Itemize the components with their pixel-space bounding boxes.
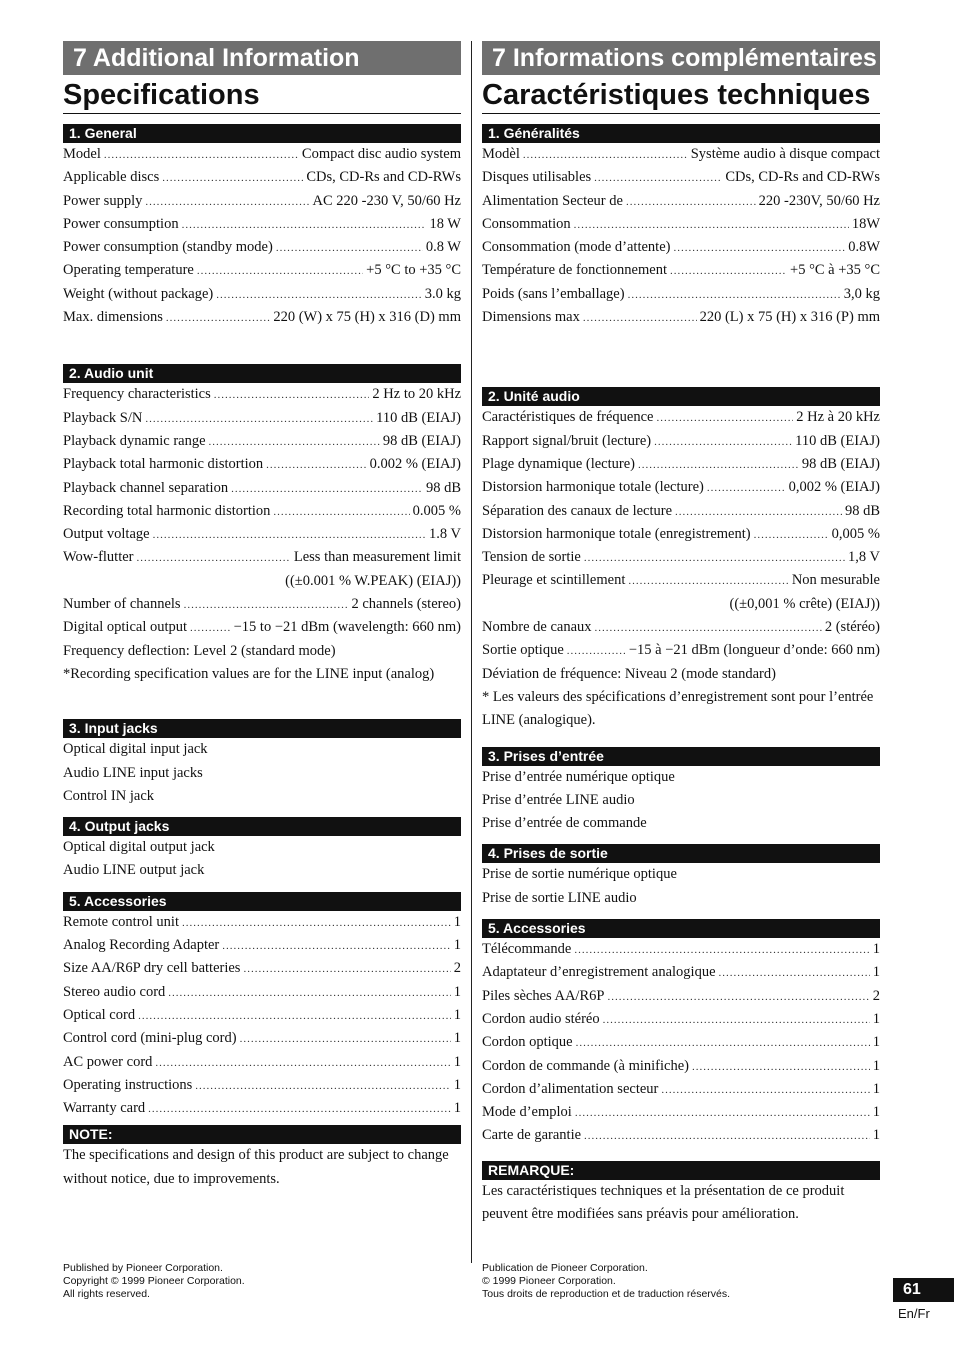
note-text: The specifications and design of this product are subject to change without notice, due to improvements.	[63, 1147, 449, 1187]
spec-row	[63, 911, 461, 934]
language-tag: En/Fr	[898, 1306, 930, 1321]
dot-leader	[607, 986, 869, 1008]
spec-label: Consommation	[482, 215, 571, 232]
spec-row	[482, 453, 880, 476]
list-item: Prise d’entrée de commande	[482, 815, 647, 832]
wow-flutter-note: ((±0.001 % W.PEAK) (EIAJ))	[285, 572, 461, 589]
dot-leader	[673, 237, 845, 259]
spec-value: 0,002 % (EIAJ)	[788, 479, 880, 496]
dot-leader	[222, 935, 451, 957]
spec-row	[63, 1027, 461, 1050]
publisher-footer-en	[63, 1262, 245, 1301]
section-heading: 5. Accessories	[482, 919, 880, 938]
section-heading: 4. Output jacks	[63, 817, 461, 836]
dot-leader	[576, 1032, 870, 1054]
spec-value: Compact disc audio system	[301, 146, 461, 162]
spec-value: Less than measurement limit	[293, 549, 461, 566]
spec-value: 220 (W) x 75 (H) x 316 (D) mm	[273, 309, 461, 326]
spec-value: 0,005 %	[831, 525, 880, 542]
spec-label: Playback channel separation	[63, 479, 229, 496]
spec-row	[482, 1055, 880, 1078]
footer-line: Tous droits de reproduction et de traduction réservés.	[482, 1288, 731, 1300]
spec-value: 1	[872, 941, 880, 958]
dot-leader	[182, 912, 451, 934]
spec-label: Power consumption	[63, 215, 179, 232]
spec-value: 1	[453, 983, 461, 1000]
spec-row	[63, 383, 461, 406]
spec-label: Size AA/R6P dry cell batteries	[63, 960, 241, 977]
spec-value: 2	[453, 960, 461, 977]
list-item: Control IN jack	[63, 787, 155, 804]
spec-row	[63, 143, 461, 166]
spec-value: 1	[872, 1057, 880, 1074]
spec-row	[482, 430, 880, 453]
dot-leader	[626, 191, 756, 213]
spec-label: Sortie optique	[482, 642, 564, 659]
spec-value: 18W	[851, 215, 880, 232]
spec-row	[482, 236, 880, 259]
frequency-deflection: Déviation de fréquence: Niveau 2 (mode standard)	[482, 665, 776, 682]
spec-row	[63, 283, 461, 306]
spec-value: 18 W	[429, 215, 461, 232]
spec-value: −15 à −21 dBm (longueur d’onde: 660 nm)	[628, 642, 880, 659]
spec-value: 220 (L) x 75 (H) x 316 (P) mm	[699, 309, 880, 326]
dot-leader	[657, 407, 794, 429]
spec-label: Rapport signal/bruit (lecture)	[482, 432, 652, 449]
spec-row	[482, 616, 880, 639]
spec-value: 2 channels (stereo)	[351, 596, 461, 613]
dot-leader	[145, 191, 309, 213]
dot-leader	[195, 1075, 450, 1097]
spec-row	[63, 190, 461, 213]
spec-row	[482, 1008, 880, 1031]
spec-row	[482, 283, 880, 306]
list-item: Prise de sortie numérique optique	[482, 866, 677, 883]
spec-row	[63, 981, 461, 1004]
dot-leader	[594, 167, 722, 189]
spec-value: 1	[872, 1010, 880, 1027]
list-item: Prise de sortie LINE audio	[482, 889, 637, 906]
spec-value: 1	[872, 1127, 880, 1144]
dot-leader	[209, 431, 380, 453]
dot-leader	[138, 1005, 451, 1027]
spec-row	[482, 476, 880, 499]
spec-value: −15 to −21 dBm (wavelength: 660 nm)	[233, 619, 461, 636]
spec-value: 1	[453, 1030, 461, 1047]
section-heading: 1. General	[63, 124, 461, 143]
spec-row	[482, 406, 880, 429]
spec-value: 98 dB (EIAJ)	[801, 455, 880, 472]
dot-leader	[583, 307, 697, 329]
output-jacks-section	[482, 844, 880, 910]
dot-leader	[155, 1052, 450, 1074]
spec-label: Warranty card	[63, 1100, 146, 1117]
spec-row	[482, 306, 880, 329]
dot-leader	[603, 1009, 870, 1031]
input-jacks-section	[482, 747, 880, 836]
list-item: Audio LINE input jacks	[63, 764, 203, 781]
spec-label: Distorsion harmonique totale (enregistrement)	[482, 525, 751, 542]
section-heading: 3. Input jacks	[63, 719, 461, 738]
dot-leader	[197, 260, 363, 282]
list-item: Optical digital input jack	[63, 741, 208, 758]
spec-label: Digital optical output	[63, 619, 188, 636]
spec-value: 1	[453, 937, 461, 954]
dot-leader	[628, 284, 841, 306]
spec-value: 3.0 kg	[424, 285, 461, 302]
dot-leader	[184, 594, 349, 616]
spec-row	[482, 1078, 880, 1101]
audio-section	[63, 364, 461, 686]
general-section	[482, 124, 880, 329]
spec-value: 2 Hz à 20 kHz	[796, 409, 880, 426]
spec-value: Système audio à disque compact	[690, 146, 880, 162]
spec-label: Applicable discs	[63, 169, 160, 186]
spec-row	[482, 1031, 880, 1054]
note-section	[63, 1125, 461, 1191]
spec-label: Playback total harmonic distortion	[63, 456, 264, 473]
spec-label: Operating temperature	[63, 262, 194, 279]
spec-label: Consommation (mode d’attente)	[482, 239, 671, 256]
spec-label: Mode d’emploi	[482, 1104, 572, 1121]
column-divider	[471, 41, 472, 1263]
dot-leader	[153, 524, 426, 546]
accessories-section	[63, 892, 461, 1121]
spec-label: Power consumption (standby mode)	[63, 239, 273, 256]
spec-value: 0.002 % (EIAJ)	[369, 456, 461, 473]
spec-row	[482, 143, 880, 166]
spec-label: Caractéristiques de fréquence	[482, 409, 654, 426]
spec-label: Carte de garantie	[482, 1127, 582, 1144]
spec-value: +5 °C to +35 °C	[366, 262, 461, 279]
section-heading: 2. Audio unit	[63, 364, 461, 383]
spec-value: 0.8W	[848, 239, 880, 256]
spec-value: AC 220 -230 V, 50/60 Hz	[312, 192, 461, 209]
wow-flutter-note: ((±0,001 % crête) (EIAJ))	[729, 595, 880, 612]
spec-label: Frequency characteristics	[63, 386, 211, 403]
french-column	[482, 41, 880, 1226]
spec-value: 2 Hz to 20 kHz	[372, 386, 461, 403]
spec-value: 98 dB	[844, 502, 880, 519]
spec-row	[482, 190, 880, 213]
dot-leader	[168, 982, 450, 1004]
spec-value: 3,0 kg	[843, 285, 880, 302]
spec-label: Playback dynamic range	[63, 432, 206, 449]
spec-row	[482, 500, 880, 523]
spec-row	[482, 166, 880, 189]
section-heading: 4. Prises de sortie	[482, 844, 880, 863]
spec-value: 110 dB (EIAJ)	[795, 432, 880, 449]
spec-label: Model	[63, 146, 101, 162]
spec-value: 1	[453, 1100, 461, 1117]
dot-leader	[145, 408, 373, 430]
dot-leader	[276, 237, 423, 259]
dot-leader	[243, 958, 450, 980]
spec-row	[482, 259, 880, 282]
dot-leader	[273, 501, 409, 523]
dot-leader	[137, 547, 291, 569]
spec-label: Télécommande	[482, 941, 572, 958]
dot-leader	[638, 454, 799, 476]
spec-row	[63, 1051, 461, 1074]
spec-row	[482, 1101, 880, 1124]
spec-value: 1,8 V	[848, 549, 880, 566]
spec-label: Température de fonctionnement	[482, 262, 667, 279]
dot-leader	[190, 617, 231, 639]
spec-value: 1	[872, 964, 880, 981]
spec-label: Power supply	[63, 192, 143, 209]
spec-value: 110 dB (EIAJ)	[376, 409, 461, 426]
frequency-deflection: Frequency deflection: Level 2 (standard mode)	[63, 642, 336, 659]
spec-row	[482, 569, 880, 592]
dot-leader	[584, 547, 845, 569]
spec-row	[63, 453, 461, 476]
section-heading: 2. Unité audio	[482, 387, 880, 406]
spec-label: Recording total harmonic distortion	[63, 502, 271, 519]
spec-value: 2	[872, 987, 880, 1004]
spec-row	[63, 306, 461, 329]
dot-leader	[523, 144, 688, 166]
dot-leader	[182, 214, 427, 236]
dot-leader	[584, 1125, 870, 1147]
spec-value: 0.8 W	[425, 239, 461, 256]
spec-row	[482, 985, 880, 1008]
spec-value: CDs, CD-Rs and CD-RWs	[306, 169, 461, 186]
spec-label: Cordon optique	[482, 1034, 573, 1051]
spec-label: Tension de sortie	[482, 549, 581, 566]
spec-row	[482, 938, 880, 961]
note-heading: REMARQUE:	[482, 1161, 880, 1180]
footer-line: Published by Pioneer Corporation.	[63, 1262, 223, 1274]
spec-row	[63, 259, 461, 282]
input-jacks-section	[63, 719, 461, 808]
spec-row	[482, 213, 880, 236]
spec-value: 1	[872, 1034, 880, 1051]
spec-value: 1	[453, 913, 461, 930]
spec-label: AC power cord	[63, 1053, 153, 1070]
spec-value: 1.8 V	[429, 526, 461, 543]
spec-value: 98 dB (EIAJ)	[382, 432, 461, 449]
dot-leader	[595, 617, 822, 639]
section-heading: 3. Prises d’entrée	[482, 747, 880, 766]
spec-row	[63, 593, 461, 616]
section-heading: 5. Accessories	[63, 892, 461, 911]
dot-leader	[574, 939, 869, 961]
chapter-heading: 7 Informations complémentaires	[482, 41, 880, 75]
dot-leader	[148, 1098, 451, 1120]
spec-row	[63, 1004, 461, 1027]
spec-value: 2 (stéréo)	[824, 619, 880, 636]
spec-label: Pleurage et scintillement	[482, 572, 626, 589]
spec-label: Dimensions max	[482, 309, 580, 326]
spec-value: Non mesurable	[791, 572, 880, 589]
dot-leader	[575, 1102, 870, 1124]
list-item: Audio LINE output jack	[63, 862, 205, 879]
spec-row	[63, 546, 461, 569]
spec-label: Poids (sans l’emballage)	[482, 285, 625, 302]
spec-row	[63, 236, 461, 259]
spec-row	[63, 523, 461, 546]
spec-label: Nombre de canaux	[482, 619, 592, 636]
dot-leader	[692, 1056, 870, 1078]
general-section	[63, 124, 461, 329]
spec-label: Plage dynamique (lecture)	[482, 455, 635, 472]
spec-value: 1	[872, 1080, 880, 1097]
spec-row	[482, 639, 880, 662]
spec-row	[63, 477, 461, 500]
spec-label: Cordon d’alimentation secteur	[482, 1080, 659, 1097]
spec-row	[63, 1097, 461, 1120]
dot-leader	[661, 1079, 869, 1101]
spec-value: 1	[453, 1006, 461, 1023]
spec-row	[482, 1124, 880, 1147]
spec-label: Disques utilisables	[482, 169, 592, 186]
spec-row	[63, 500, 461, 523]
page-number: 61	[893, 1278, 954, 1302]
publisher-footer-fr	[482, 1262, 730, 1301]
note-text: Les caractéristiques techniques et la présentation de ce produit peuvent être modifiées sans préavis pour amélioration.	[482, 1182, 845, 1222]
spec-row	[63, 616, 461, 639]
spec-label: Modèl	[482, 146, 520, 162]
spec-label: Stereo audio cord	[63, 983, 166, 1000]
spec-label: Adaptateur d’enregistrement analogique	[482, 964, 716, 981]
spec-label: Alimentation Secteur de	[482, 192, 623, 209]
spec-row	[63, 213, 461, 236]
footer-line: All rights reserved.	[63, 1288, 150, 1300]
spec-label: Séparation des canaux de lecture	[482, 502, 673, 519]
dot-leader	[719, 962, 870, 984]
list-item: Optical digital output jack	[63, 839, 215, 856]
dot-leader	[240, 1028, 451, 1050]
dot-leader	[162, 167, 303, 189]
dot-leader	[104, 144, 299, 166]
dot-leader	[216, 284, 422, 306]
spec-label: Remote control unit	[63, 913, 179, 930]
recording-note: *Recording specification values are for the LINE input (analog)	[63, 665, 435, 682]
dot-leader	[166, 307, 270, 329]
audio-section	[482, 387, 880, 732]
spec-label: Cordon audio stéréo	[482, 1010, 600, 1027]
note-heading: NOTE:	[63, 1125, 461, 1144]
spec-value: 1	[453, 1053, 461, 1070]
spec-value: 98 dB	[425, 479, 461, 496]
spec-label: Piles sèches AA/R6P	[482, 987, 605, 1004]
dot-leader	[707, 477, 786, 499]
accessories-section	[482, 919, 880, 1148]
dot-leader	[266, 454, 366, 476]
spec-label: Analog Recording Adapter	[63, 937, 220, 954]
spec-value: +5 °C à +35 °C	[790, 262, 880, 279]
spec-row	[63, 407, 461, 430]
chapter-heading: 7 Additional Information	[63, 41, 461, 75]
spec-row	[482, 523, 880, 546]
spec-label: Output voltage	[63, 526, 150, 543]
spec-row	[63, 1074, 461, 1097]
spec-value: 1	[872, 1104, 880, 1121]
spec-label: Weight (without package)	[63, 285, 214, 302]
spec-label: Wow-flutter	[63, 549, 134, 566]
spec-row	[63, 957, 461, 980]
dot-leader	[654, 431, 792, 453]
spec-row	[63, 934, 461, 957]
dot-leader	[231, 478, 423, 500]
spec-label: Optical cord	[63, 1006, 136, 1023]
spec-label: Max. dimensions	[63, 309, 163, 326]
spec-label: Distorsion harmonique totale (lecture)	[482, 479, 704, 496]
output-jacks-section	[63, 817, 461, 883]
dot-leader	[754, 524, 829, 546]
spec-label: Control cord (mini-plug cord)	[63, 1030, 237, 1047]
dot-leader	[214, 384, 370, 406]
footer-line: Publication de Pioneer Corporation.	[482, 1262, 648, 1274]
spec-row	[482, 961, 880, 984]
section-heading: 1. Généralités	[482, 124, 880, 143]
page-title: Caractéristiques techniques	[482, 75, 880, 114]
list-item: Prise d’entrée numérique optique	[482, 768, 675, 785]
spec-label: Number of channels	[63, 596, 181, 613]
recording-note: * Les valeurs des spécifications d’enregistrement sont pour l’entrée LINE (analogique).	[482, 688, 874, 729]
page-title: Specifications	[63, 75, 461, 114]
spec-row	[63, 430, 461, 453]
dot-leader	[628, 570, 788, 592]
spec-value: 1	[453, 1076, 461, 1093]
dot-leader	[574, 214, 849, 236]
dot-leader	[670, 260, 787, 282]
spec-label: Cordon de commande (à minifiche)	[482, 1057, 689, 1074]
footer-line: Copyright © 1999 Pioneer Corporation.	[63, 1275, 245, 1287]
spec-label: Operating instructions	[63, 1076, 193, 1093]
spec-value: CDs, CD-Rs and CD-RWs	[725, 169, 880, 186]
spec-row	[63, 166, 461, 189]
english-column	[63, 41, 461, 1191]
note-section	[482, 1161, 880, 1227]
spec-row	[482, 546, 880, 569]
dot-leader	[567, 640, 626, 662]
spec-value: 0.005 %	[412, 502, 461, 519]
footer-line: © 1999 Pioneer Corporation.	[482, 1275, 616, 1287]
dot-leader	[675, 501, 842, 523]
spec-value: 220 -230V, 50/60 Hz	[758, 192, 880, 209]
list-item: Prise d’entrée LINE audio	[482, 791, 635, 808]
spec-label: Playback S/N	[63, 409, 143, 426]
